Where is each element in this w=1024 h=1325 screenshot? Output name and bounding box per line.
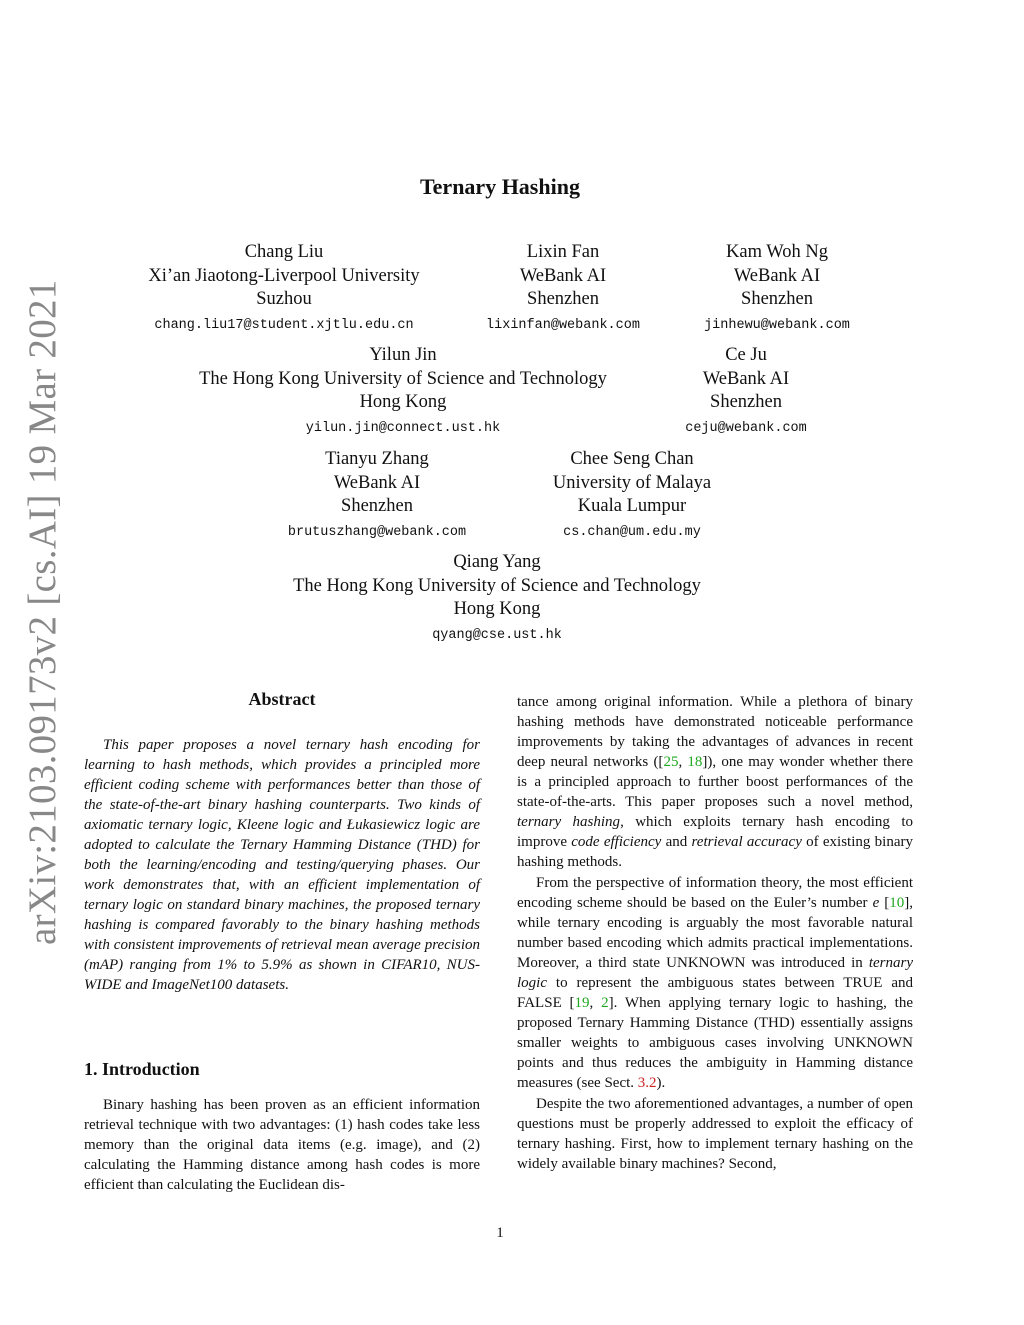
author-city: Shenzhen	[741, 289, 813, 309]
intro-paragraph: From the perspective of information theory, the most efficient encoding scheme should be based on the Euler’s number e [10], while ternary encoding is arguably the most favorable natural number based encoding which admits practical implementations. Moreover, a third state UNKNOWN was introduced in ternary logic to represent the ambiguous states between TRUE and FALSE [19, 2]. When applying ternary logic to hashing, the proposed Ternary Hamming Distance (THD) essentially assigns smaller weights to ambiguous cases involving UNKNOWN points and thus reduces the ambiguity in Hamming distance measures (see Sect. 3.2).	[517, 875, 914, 1091]
author-city: Suzhou	[256, 289, 312, 309]
author-block	[646, 344, 846, 440]
author-city: Hong Kong	[453, 599, 541, 619]
author-city: Hong Kong	[359, 392, 447, 412]
citation-link[interactable]: 2	[601, 995, 609, 1011]
arxiv-identifier: arXiv:2103.09173v2 [cs.AI] 19 Mar 2021	[21, 279, 64, 945]
author-name: Kam Woh Ng	[726, 242, 828, 262]
author-email: ceju@webank.com	[685, 420, 807, 436]
citation-link[interactable]: 19	[574, 995, 590, 1011]
citation-link[interactable]: 18	[687, 754, 703, 770]
author-affiliation: University of Malaya	[552, 472, 712, 493]
author-affiliation: WeBank AI	[333, 472, 421, 493]
author-name: Tianyu Zhang	[325, 449, 429, 469]
author-block	[262, 448, 492, 544]
author-email: jinhewu@webank.com	[704, 317, 850, 333]
author-name: Qiang Yang	[453, 552, 541, 572]
author-name: Lixin Fan	[526, 242, 600, 262]
author-block	[532, 448, 732, 544]
introduction-heading: 1. Introduction	[84, 1059, 200, 1079]
author-affiliation: WeBank AI	[519, 265, 607, 286]
author-email: chang.liu17@student.xjtlu.edu.cn	[154, 317, 414, 333]
author-email: lixinfan@webank.com	[486, 317, 640, 333]
intro-paragraph: Binary hashing has been proven as an efficient information retrieval technique with two advantages: (1) hash codes take less memory than the original data items (e.g. image), and (2) calculating the Hamming distance among hash codes is more efficient than calculating the Euclidean dis-	[84, 1097, 480, 1193]
abstract-heading: Abstract	[248, 689, 316, 709]
author-city: Kuala Lumpur	[577, 496, 687, 516]
author-city: Shenzhen	[710, 392, 782, 412]
author-affiliation: WeBank AI	[733, 265, 821, 286]
author-affiliation: WeBank AI	[702, 368, 790, 389]
author-block	[677, 241, 877, 337]
author-email: yilun.jin@connect.ust.hk	[305, 420, 501, 436]
intro-paragraph: Despite the two aforementioned advantages, a number of open questions must be properly addressed to exploit the efficacy of ternary hashing. First, how to implement ternary hashing on the widely available binary machines? Second,	[517, 1096, 913, 1172]
author-email: brutuszhang@webank.com	[287, 524, 467, 540]
citation-link[interactable]: 25	[663, 754, 679, 770]
author-affiliation: Xi’an Jiaotong-Liverpool University	[148, 265, 420, 286]
abstract-paragraph: This paper proposes a novel ternary hash encoding for learning to hash methods, which provides a principled more efficient coding scheme with performances better than those of the state-of-the-art binary hashing counterparts. Two kinds of axiomatic ternary logic, Kleene logic and Łukasiewicz logic are adopted to calculate the Ternary Hamming Distance (THD) for both the learning/encoding and testing/querying phases. Our work demonstrates that, with an efficient implementation of ternary logic on standard binary machines, the proposed ternary hashing is compared favorably to the binary hashing methods with consistent improvements of retrieval mean average precision (mAP) ranging from 1% to 5.9% as shown in CIFAR10, NUS-WIDE and ImageNet100 datasets.	[84, 737, 480, 993]
author-city: Shenzhen	[341, 496, 413, 516]
right-column	[517, 692, 913, 1174]
author-block	[272, 551, 722, 647]
author-name: Ce Ju	[725, 345, 767, 365]
page-number: 1	[496, 1225, 504, 1241]
author-email: qyang@cse.ust.hk	[432, 627, 562, 643]
author-affiliation: The Hong Kong University of Science and Technology	[199, 368, 607, 389]
author-affiliation: The Hong Kong University of Science and Technology	[293, 575, 701, 596]
author-name: Chang Liu	[244, 242, 324, 262]
author-email: cs.chan@um.edu.my	[563, 524, 701, 540]
author-city: Shenzhen	[527, 289, 599, 309]
author-block	[178, 344, 628, 440]
abstract-body	[84, 735, 480, 995]
author-name: Chee Seng Chan	[570, 449, 694, 469]
author-block	[463, 241, 663, 337]
paper-title: Ternary Hashing	[420, 174, 580, 199]
author-block	[134, 241, 434, 337]
intro-paragraph-continued: tance among original information. While a plethora of binary hashing methods have demonstrated noticeable performance improvements by taking the advantages of advances in recent deep neural networks ([25, 18]), one may wonder whether there is a principled approach to further boost performances of the state-of-the-arts. This paper proposes such a novel method, ternary hashing, which exploits ternary hash encoding to improve code efficiency and retrieval accuracy of existing binary hashing methods.	[517, 694, 913, 870]
euler-number: e	[872, 895, 880, 911]
author-name: Yilun Jin	[369, 345, 437, 365]
introduction-body	[84, 1095, 480, 1195]
section-reference-link[interactable]: 3.2	[637, 1075, 657, 1091]
citation-link[interactable]: 10	[889, 895, 905, 911]
